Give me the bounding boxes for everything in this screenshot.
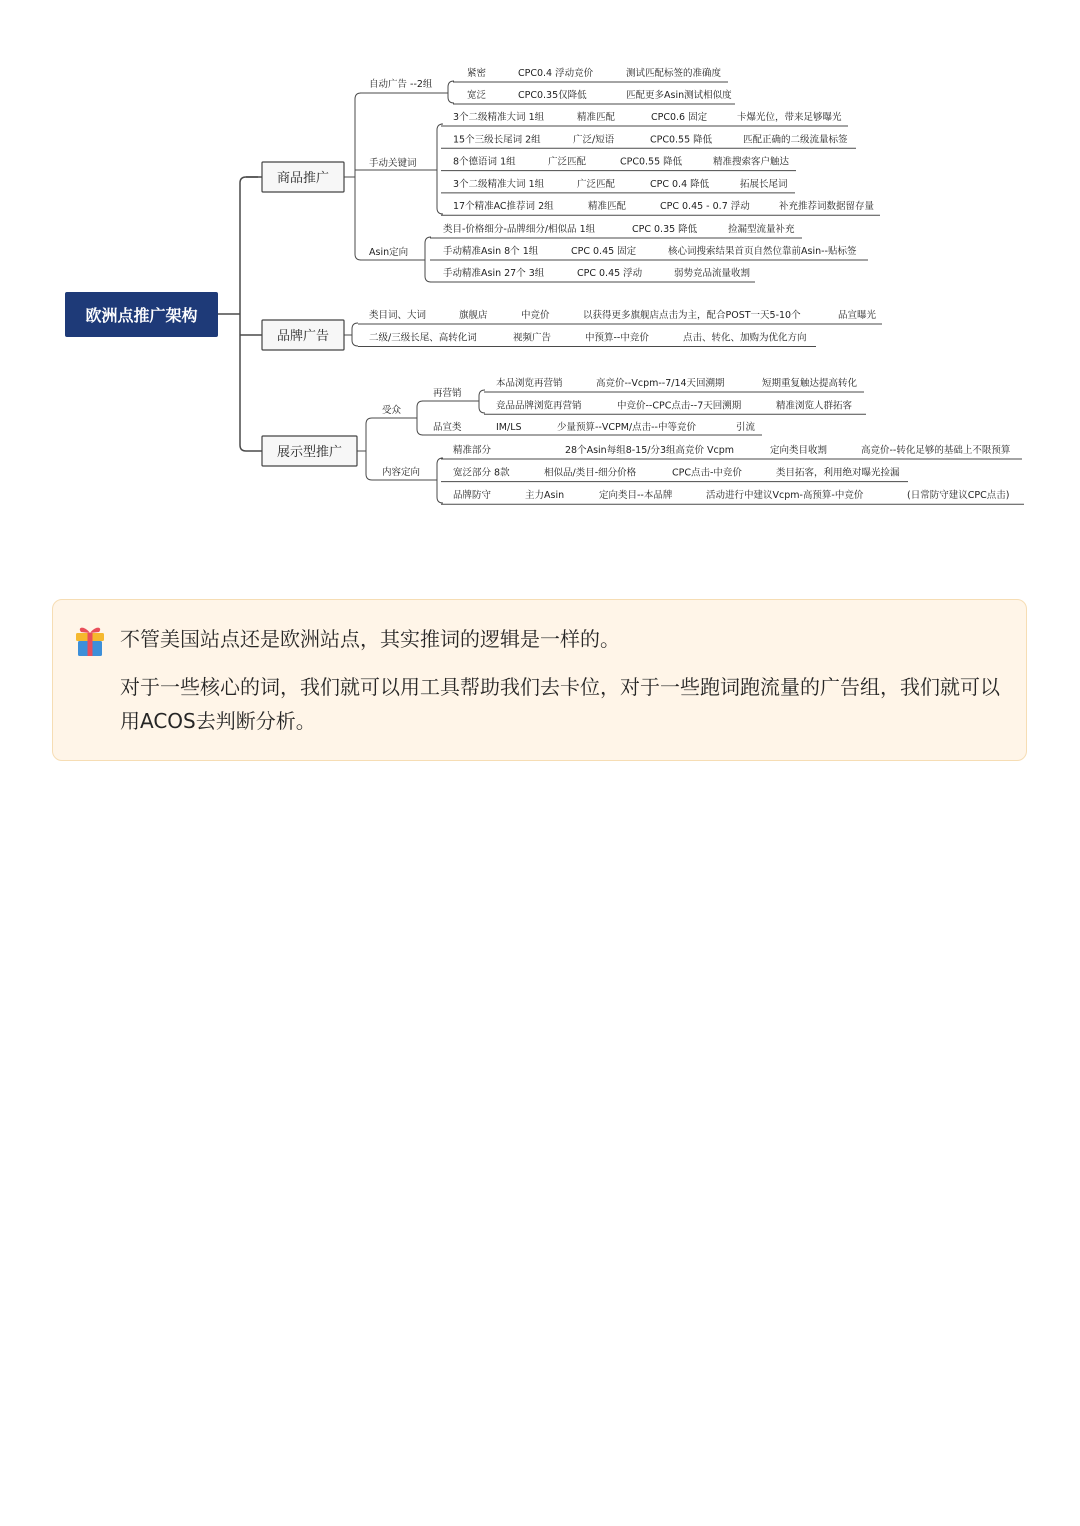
brand-row-cell: 二级/三级长尾、高转化词 (369, 332, 477, 344)
brand-row-cell: 中竞价 (521, 310, 550, 321)
asin-row-cell: 类目-价格细分-品牌细分/相似品 1组 (443, 224, 596, 235)
display-ads-node-label: 展示型推广 (276, 445, 343, 460)
tip-callout (52, 599, 1027, 761)
lifestyle-row-cell: 品宣类 (433, 422, 462, 433)
asin-row-cell: 捡漏型流量补充 (728, 224, 795, 235)
mind-map-nodes (65, 67, 1011, 501)
content-row-cell: 精准部分 (453, 445, 492, 456)
content-row-cell: (日常防守建议CPC点击) (907, 490, 1010, 502)
gift-icon (74, 624, 106, 658)
auto-row-cell: 宽泛 (467, 90, 487, 101)
asin-row-cell: CPC 0.35 降低 (632, 224, 698, 235)
asin-row-cell: 手动精准Asin 8个 1组 (443, 246, 539, 257)
manual-row-cell: 广泛匹配 (577, 178, 616, 190)
asin-row-cell: 手动精准Asin 27个 3组 (443, 268, 545, 279)
manual-row-cell: 拓展长尾词 (740, 178, 788, 190)
manual-row-cell: 15个三级长尾词 2组 (453, 134, 541, 146)
content-row-cell: 活动进行中建议Vcpm-高预算-中竞价 (706, 490, 864, 502)
asin-row-cell: 核心词搜索结果首页自然位靠前Asin--贴标签 (668, 246, 857, 257)
connector-line (417, 401, 423, 435)
remarketing-row-cell: 本品浏览再营销 (496, 378, 563, 389)
manual-row-cell: 匹配正确的二级流量标签 (743, 134, 848, 146)
callout-line-2: 对于一些核心的词，我们就可以用工具帮助我们去卡位，对于一些跑词跑流量的广告组，我们就可以用ACOS去判断分析。 (120, 675, 1000, 733)
manual-row-cell: CPC0.55 降低 (650, 134, 713, 146)
asin-row-cell: CPC 0.45 固定 (571, 246, 637, 257)
connector-line (355, 93, 361, 260)
content-row-cell: 宽泛部分 8款 (453, 467, 510, 479)
brand-row-cell: 视频广告 (513, 332, 552, 344)
manual-row-cell: 8个德语词 1组 (453, 156, 516, 168)
content-row-cell: 主力Asin (525, 490, 565, 502)
audience-label: 受众 (382, 405, 402, 416)
manual-row-cell: 精准搜索客户触达 (713, 156, 790, 168)
remarketing-row-cell: 高竞价--Vcpm--7/14天回溯期 (596, 378, 725, 389)
lifestyle-row-cell: 少量预算--VCPM/点击--中等竞价 (557, 422, 696, 433)
auto-row-cell: CPC0.4 浮动竞价 (518, 68, 594, 79)
manual-row-cell: 精准匹配 (588, 201, 627, 213)
brand-row-cell: 中预算--中竞价 (585, 332, 649, 344)
content-row-cell: 相似品/类目-细分价格 (544, 467, 637, 479)
manual-row-cell: 精准匹配 (577, 112, 616, 123)
manual-row-cell: 17个精准AC推荐词 2组 (453, 201, 554, 213)
manual-row-cell: 广泛/短语 (573, 134, 615, 146)
manual-keyword-label: 手动关键词 (369, 158, 417, 169)
manual-row-cell: 3个二级精准大词 1组 (453, 178, 545, 190)
connector-line (437, 124, 443, 214)
brand-row-cell: 点击、转化、加购为优化方向 (683, 332, 807, 344)
content-row-cell: 28个Asin每组8-15/分3组高竞价 Vcpm (565, 445, 735, 456)
manual-row-cell: CPC0.55 降低 (620, 156, 683, 168)
connector-line (448, 81, 454, 103)
auto-row-cell: 测试匹配标签的准确度 (626, 68, 722, 79)
brand-row-cell: 类目词、大词 (369, 310, 427, 321)
content-row-cell: 定向类目--本品牌 (599, 490, 673, 502)
brand-row-cell: 品宣曝光 (838, 310, 877, 321)
connector-line (352, 323, 358, 346)
product-ads-node-label: 商品推广 (276, 171, 330, 186)
auto-row-cell: 紧密 (467, 68, 487, 79)
brand-row-cell: 以获得更多旗舰店点击为主，配合POST一天5-10个 (583, 310, 801, 321)
lifestyle-row-cell: 引流 (736, 422, 756, 433)
remarketing-row-cell: 竞品品牌浏览再营销 (496, 400, 582, 412)
content-row-cell: 品牌防守 (453, 490, 492, 502)
content-targeting-label: 内容定向 (382, 467, 421, 478)
root-node-label: 欧洲点推广架构 (85, 306, 198, 325)
content-row-cell: 类目拓客，利用绝对曝光捡漏 (776, 467, 900, 479)
lifestyle-row-cell: IM/LS (496, 422, 522, 433)
remarketing-label: 再营销 (433, 388, 462, 399)
auto-ads-label: 自动广告 --2组 (369, 79, 433, 90)
connector-line (479, 390, 485, 413)
manual-row-cell: 补充推荐词数据留存量 (779, 201, 875, 213)
manual-row-cell: 3个二级精准大词 1组 (453, 112, 545, 123)
callout-line-1: 不管美国站点还是欧洲站点，其实推词的逻辑是一样的。 (120, 627, 620, 651)
content-row-cell: 定向类目收割 (770, 445, 828, 456)
manual-row-cell: CPC 0.4 降低 (650, 178, 710, 190)
manual-row-cell: CPC0.6 固定 (651, 112, 708, 123)
auto-row-cell: CPC0.35仅降低 (518, 90, 587, 101)
remarketing-row-cell: 短期重复触达提高转化 (762, 378, 858, 389)
connector-line (240, 177, 262, 451)
manual-row-cell: 广泛匹配 (548, 156, 587, 168)
connector-line (366, 418, 372, 480)
brand-ads-node-label: 品牌广告 (276, 329, 330, 344)
brand-row-cell: 旗舰店 (459, 310, 488, 321)
asin-row-cell: CPC 0.45 浮动 (577, 268, 643, 279)
mind-map (0, 0, 1080, 560)
content-row-cell: CPC点击-中竞价 (672, 467, 742, 479)
asin-targeting-label: Asin定向 (369, 247, 409, 258)
remarketing-row-cell: 精准浏览人群拓客 (776, 400, 853, 412)
remarketing-row-cell: 中竞价--CPC点击--7天回溯期 (617, 400, 742, 412)
manual-row-cell: CPC 0.45 - 0.7 浮动 (660, 201, 750, 213)
connector-line (437, 458, 443, 503)
content-row-cell: 高竞价--转化足够的基础上不限预算 (861, 445, 1011, 456)
auto-row-cell: 匹配更多Asin测试相似度 (626, 90, 732, 101)
asin-row-cell: 弱势竞品流量收割 (674, 268, 751, 279)
manual-row-cell: 卡爆光位，带来足够曝光 (737, 112, 842, 123)
